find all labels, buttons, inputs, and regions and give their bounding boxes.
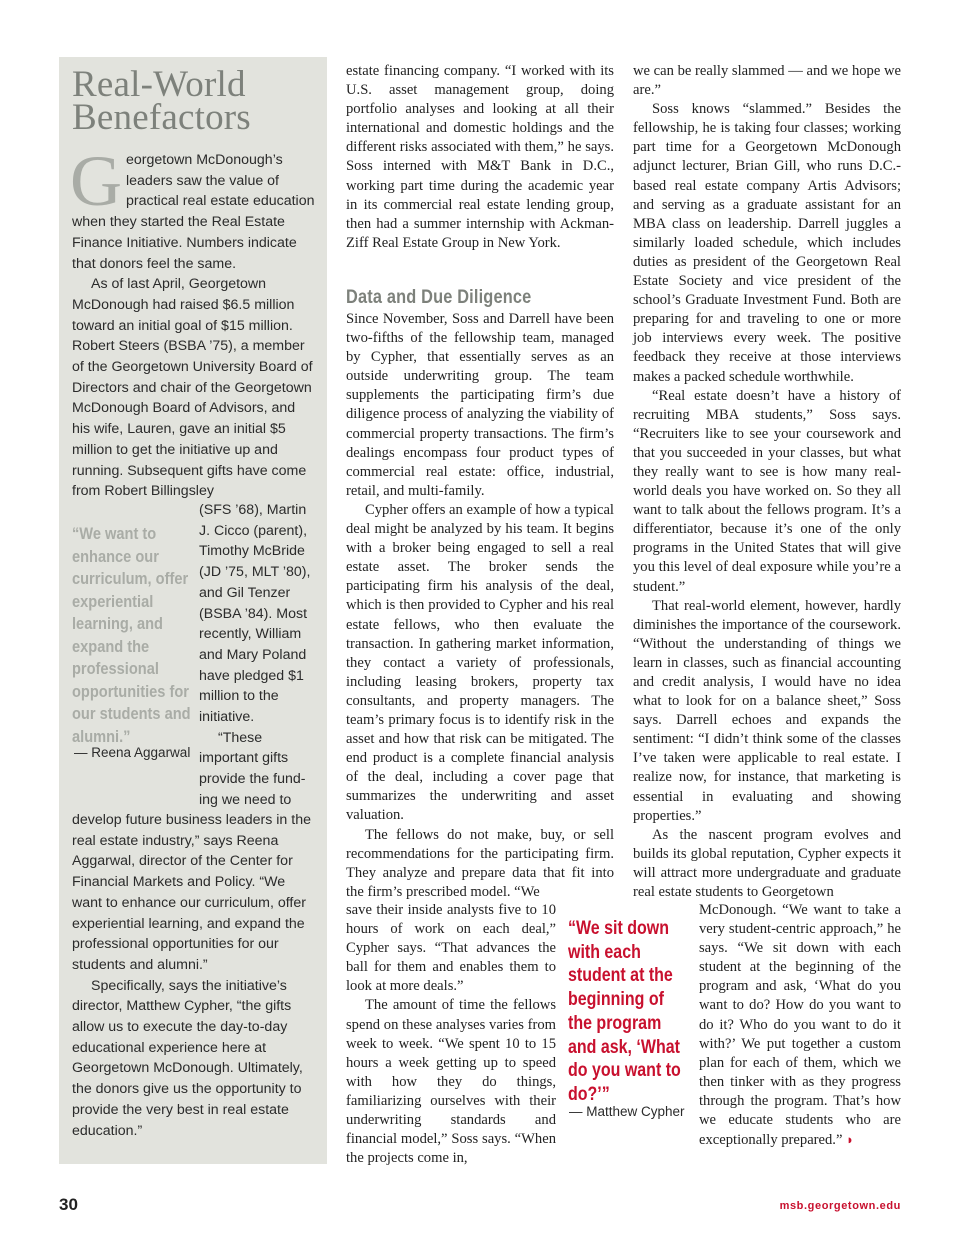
sidebar-para-2: As of last April, Georgetown McDonough had raised $6.5 million toward an initial goal of $15 million. Robert Steers (BSBA ’75), a member of the Georgetown University Board of Directors and chair of the Georgetown McDonough Board of Advisors, and his wife, Lauren, gave an initial $5 million to get the initiative up and running. Subsequent gifts have come from Robert Billingsley — [72, 276, 313, 500]
sidebar-title-line1: Real-World — [72, 64, 246, 105]
sidebar-para-3-narrow: “These important gifts provide the fund-ing we need to — [199, 729, 306, 808]
sidebar-para-4: Specifically, says the initiative’s director, Matthew Cypher, “the gifts allow us to execute the day-to-day educational experience here at Georgetown McDonough. Ultimately, the donors give us the opportunity to provide the very best in real estate education.” — [72, 977, 303, 1139]
column-2-para-4-narrow: The amount of time the fellows spend on these analyses varies from week to week. “We spent 10 to 15 hours a week getting up to speed with how they do things, familiarizing ourselves with their underwriting standards and financial model,” Soss says. “When the projects come in, — [346, 997, 556, 1167]
sidebar-para-2-narrow: (SFS ’68), Martin J. Cicco (parent), Timothy McBride (JD ’75, MLT ’80), and Gil Tenzer (BSBA ’84). Most recently, William and Mary Poland have pledged $1 million to the initiative. — [199, 502, 311, 726]
page-number: 30 — [59, 1195, 78, 1214]
column-3-para-4-narrow — [699, 901, 901, 1150]
column-3-para-1: Soss knows “slammed.” Besides the fellowship, he is taking four classes; working part time for a Georgetown McDonough adjunct lecturer, Brian Gill, who runs D.C.-based real estate company Artis Advisors; and serving as a graduate assistant for an MBA class on leadership. Darrell juggles a similarly loaded schedule, which includes duties as president of the Georgetown Real Estate Society and vice president of the school’s Graduate Investment Fund. Both are preparing for and traveling to one or more job interviews every week. The positive feedback they receive at those interviews makes a packed schedule worthwhile. — [633, 101, 901, 385]
drop-cap: G — [70, 141, 122, 221]
column-3-para-3: That real-world element, however, hardly diminishes the importance of the coursework. “Without the understanding of things we learn in classes, such as financial accounting and credit analysis, I would have no idea what to look for on a balance sheet,” Soss says. Darrell echoes and expands the sentiment: “I didn’t think some of the classes I’ve taken were applicable to real estate. I realize now, for instance, that marketing is essential in evaluating and showing properties.” — [633, 597, 901, 824]
red-pull-quote-attribution: — Matthew Cypher — [569, 1104, 685, 1119]
column-2-para-3-narrow: save their inside analysts five to 10 hours of work on each deal,” Cypher says. “That advances the ball for them and enables them to look at more deals.” — [346, 902, 556, 995]
column-3-para-4: As the nascent program evolves and builds its global reputation, Cypher expects it will attract more undergraduate and graduate real estate students to Georgetown — [633, 826, 901, 901]
column-3-body — [633, 62, 901, 902]
column-2-body-narrow — [346, 901, 556, 1168]
sidebar-para-3-rest: develop future business leaders in the real estate industry,” says Reena Aggarwal, director of the Center for Financial Markets and Policy. “We want to enhance our curriculum, offer experiential learning, and expand the professional opportunities for our students and alumni.” — [72, 812, 311, 973]
column-2-intro-text: estate financing company. “I worked with its U.S. asset management group, doing portfolio analyses and looking at all their international and domestic holdings and the different risks associated with them,” he says. Soss interned with M&T Bank in D.C., working part time during the academic year in its commercial real estate lending group, then had a summer internship with Ackman-Ziff Real Estate Group in New York. — [346, 63, 614, 251]
end-mark-icon: ◗ — [846, 1132, 854, 1148]
section-heading: Data and Due Diligence — [346, 287, 532, 308]
column-3-para-2: “Real estate doesn’t have a history of recruiting MBA students,” Soss says. “Recruiters like to see your coursework and that you succeeded in your classes, but what they really want to see is how many real-world deals you have worked on. So they all want to talk about the fellows program. It’s a differentiator, because it’s one of the only programs in the United States that will give you this level of deal exposure while you’re a student.” — [633, 387, 901, 595]
column-3-para-4-narrow-text: McDonough. “We want to take a very student-centric approach,” he says. “We sit down with each student at the beginning of the program and ask, ‘What do you want to do? How do you want to do it? Who do you want to do it with?’ We put together a custom plan for each of them, which we then tinker with as they progress through the program. That’s how we educate students who are exceptionally prepared.” — [699, 902, 901, 1149]
column-2-para-1: Since November, Soss and Darrell have been two-fifths of the fellowship team, managed by Cypher, that essentially serves as an outside underwriting group. The team supplements the participating firm’s due diligence process of analyzing the viability of commercial property transactions. The firm’s dealings encompass four product types of commercial real estate: office, industrial, retail, and multi-family. — [346, 311, 614, 499]
sidebar-body-narrow — [199, 500, 317, 811]
sidebar-title-line2: Benefactors — [72, 97, 251, 138]
sidebar-title — [72, 64, 322, 138]
red-pull-quote: “We sit down with each student at the beginning of the program and ask, ‘What do you want to do?’” — [568, 917, 681, 1105]
column-2-body — [346, 310, 614, 902]
sidebar-pull-quote-attribution: — Reena Aggarwal — [74, 745, 191, 760]
sidebar-body-top — [70, 141, 316, 502]
column-2-intro — [346, 62, 614, 253]
column-3-intro: we can be really slammed — and we hope we are.” — [633, 63, 901, 99]
sidebar-pull-quote: “We want to enhance our curriculum, offer experiential learning, and expand the professional opportunities for our students and alumni.” — [72, 524, 191, 746]
column-2-para-3: The fellows do not make, buy, or sell recommendations for the participating firm. They analyze and prepare data that fit into the firm’s prescribed model. “We — [346, 826, 614, 900]
sidebar-para-1 — [70, 141, 316, 274]
website-url[interactable]: msb.georgetown.edu — [779, 1200, 901, 1212]
column-2-para-2: Cypher offers an example of how a typical deal might be analyzed by his team. It begins with a broker being engaged to sell a real estate asset. The broker sends the participating firm his analysis of the deal, which is then provided to Cypher and his real estate fellows, who then evaluate the transaction. In gathering market information, they contact a variety of professionals, including leasing brokers, property tax consultants, and property managers. The team’s primary focus is to identify risk in the asset and how that risk can be mitigated. The end product is a complete financial analysis of the deal, including a cover page that summarizes the underwriting and asset valuation. — [346, 501, 614, 824]
column-3-body-narrow — [699, 901, 901, 1150]
sidebar-body-bottom — [72, 810, 316, 1141]
sidebar-para-1-text: eorgetown McDonough’s leaders saw the value of practical real estate education when they started the Real Estate Finance Initiative. Numbers indicate that donors feel the same. — [72, 152, 315, 272]
